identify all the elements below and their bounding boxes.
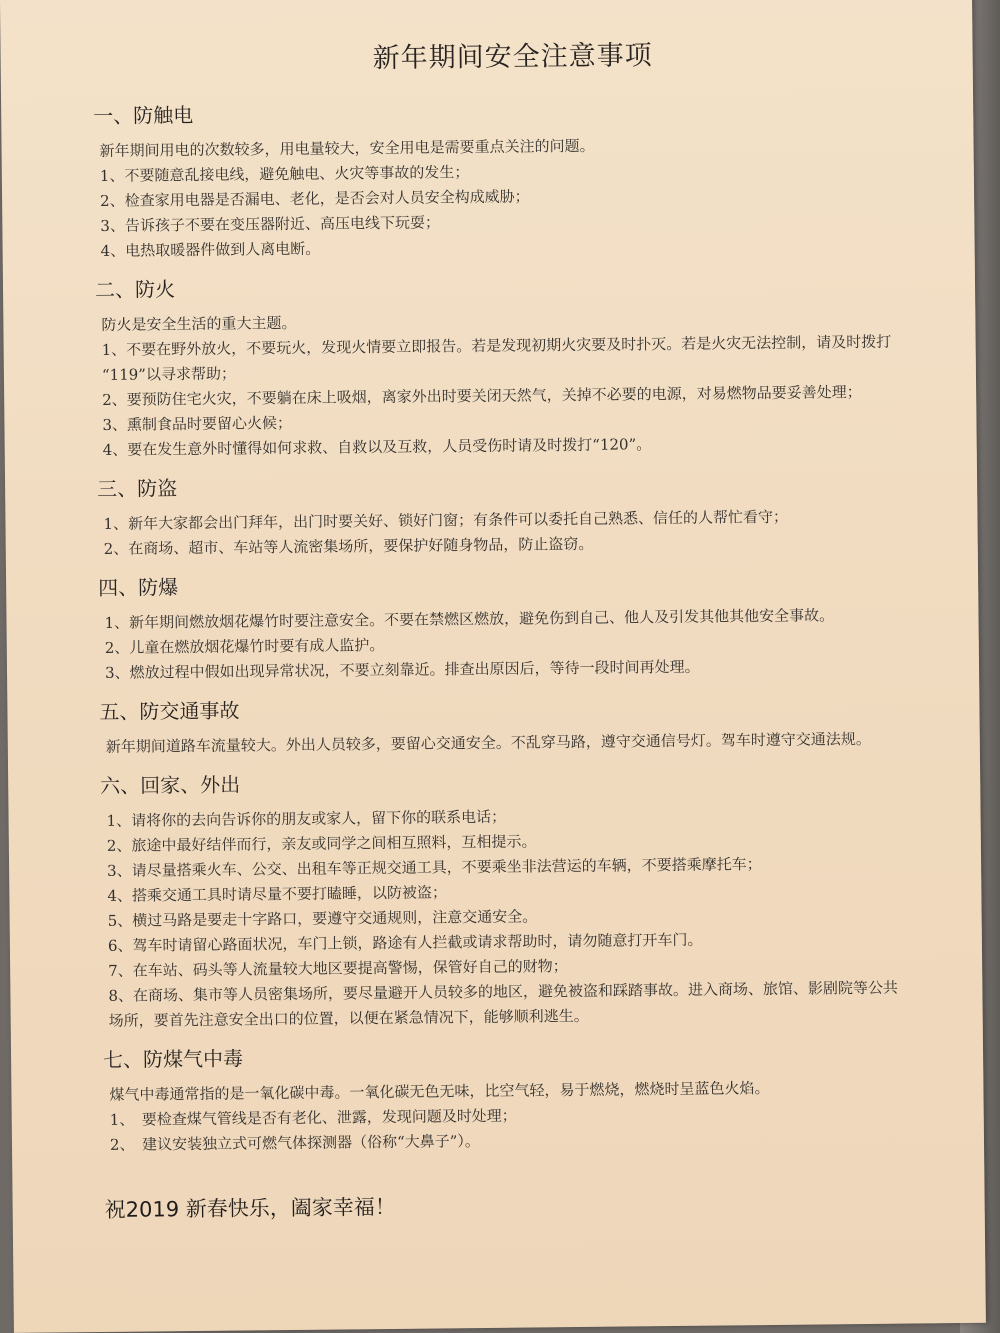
- section-theft-prevention: [97, 464, 958, 562]
- section-heading: 四、防爆: [98, 575, 179, 601]
- list-item: 1、不要在野外放火，不要玩火，发现火情要立即报告。若是发现初期火灾要及时扑灭。若是火灾无法控制，请及时拨打: [101, 332, 892, 359]
- list-item-continuation: “119”以寻求帮助；: [101, 364, 236, 384]
- section-anti-electric-shock: [93, 91, 955, 264]
- list-item: 2、检查家用电器是否漏电、老化，是否会对人员安全构成威胁；: [100, 187, 530, 210]
- section-heading: 五、防交通事故: [99, 698, 240, 724]
- section-heading: 七、防煤气中毒: [102, 1046, 244, 1072]
- section-fire-prevention: [95, 265, 957, 463]
- list-item: 4、要在发生意外时懂得如何求救、自救以及互救，人员受伤时请及时拨打“120”。: [102, 435, 652, 459]
- section-explosion-prevention: [98, 563, 959, 686]
- section-heading: 二、防火: [94, 277, 176, 303]
- closing-greeting: 祝2019 新春快乐，阖家幸福！: [104, 1194, 396, 1222]
- list-item: 5、横过马路是要走十字路口，要遵守交通规则，注意交通安全。: [107, 907, 538, 930]
- document-title: 新年期间安全注意事项: [372, 40, 653, 75]
- list-item: 8、在商场、集市等人员密集场所，要尽量避开人员较多的地区，避免被盗和踩踏事故。进入商场、旅馆、影剧院等公共: [108, 978, 899, 1005]
- section-heading: 一、防触电: [93, 102, 194, 129]
- list-item: 2、要预防住宅火灾，不要躺在床上吸烟，离家外出时要关闭天然气，关掉不必要的电源，对易燃物品要妥善处理；: [102, 382, 862, 409]
- list-item: 7、在车站、码头等人流量较大地区要提高警惕，保管好自己的财物；: [108, 957, 568, 980]
- list-item: 6、驾车时请留心路面状况，车门上锁，路途有人拦截或请求帮助时，请勿随意打开车门。: [107, 930, 703, 955]
- list-item: 3、燃放过程中假如出现异常状况，不要立刻靠近。排查出原因后，等待一段时间再处理。: [104, 657, 700, 682]
- section-intro: 防火是安全生活的重大主题。: [101, 313, 297, 334]
- list-item: 1、请将你的去向告诉你的朋友或家人，留下你的联系电话；: [106, 807, 507, 830]
- section-heading: 六、回家、外出: [100, 772, 241, 798]
- document-body: [92, 30, 964, 1224]
- list-item: 2、 建议安装独立式可燃气体探测器（俗称“大鼻子”）。: [109, 1132, 480, 1154]
- section-gas-poisoning-prevention: [103, 1035, 964, 1158]
- list-item: 2、儿童在燃放烟花爆竹时要有成人监护。: [104, 636, 385, 657]
- list-item: 4、搭乘交通工具时请尽量不要打瞌睡，以防被盗；: [107, 883, 448, 905]
- list-item: 4、电热取暖器件做到人离电断。: [100, 239, 321, 260]
- section-traffic-safety: [99, 687, 960, 760]
- list-item: 2、在商场、超市、车站等人流密集场所，要保护好随身物品，防止盗窃。: [103, 534, 594, 558]
- list-item: 3、告诉孩子不要在变压器附近、高压电线下玩耍；: [100, 213, 440, 235]
- section-intro: 新年期间道路车流量较大。外出人员较多，要留心交通安全。不乱穿马路，遵守交通信号灯。驾车时遵守交通法规。: [105, 729, 871, 756]
- list-item: 1、 要检查煤气管线是否有老化、泄露，发现问题及时处理；: [109, 1106, 517, 1129]
- list-item: 3、请尽量搭乘火车、公交、出租车等正规交通工具，不要乘坐非法营运的车辆，不要搭乘摩托车；: [107, 855, 762, 880]
- list-item: 2、旅途中最好结伴而行，亲友或同学之间相互照料，互相提示。: [106, 832, 537, 855]
- list-item-continuation: 场所，要首先注意安全出口的位置，以便在紧急情况下，能够顺利逃生。: [108, 1006, 589, 1030]
- list-item: 1、新年大家都会出门拜年，出门时要关好、锁好门窗；有条件可以委托自己熟悉、信任的人帮忙看守；: [103, 507, 789, 533]
- list-item: 1、新年期间燃放烟花爆竹时要注意安全。不要在禁燃区燃放，避免伤到自己、他人及引发其他其他安全事故。: [104, 606, 835, 632]
- section-intro: 煤气中毒通常指的是一氧化碳中毒。一氧化碳无色无味，比空气轻，易于燃烧，燃烧时呈蓝色火焰。: [109, 1079, 770, 1104]
- section-heading: 三、防盗: [97, 476, 178, 502]
- list-item: 1、不要随意乱接电线，避免触电、火灾等事故的发生；: [99, 163, 470, 185]
- list-item: 3、熏制食品时要留心火候；: [102, 413, 293, 434]
- section-intro: 新年期间用电的次数较多，用电量较大，安全用电是需要重点关注的问题。: [99, 136, 595, 160]
- section-travel-safety: [100, 761, 963, 1034]
